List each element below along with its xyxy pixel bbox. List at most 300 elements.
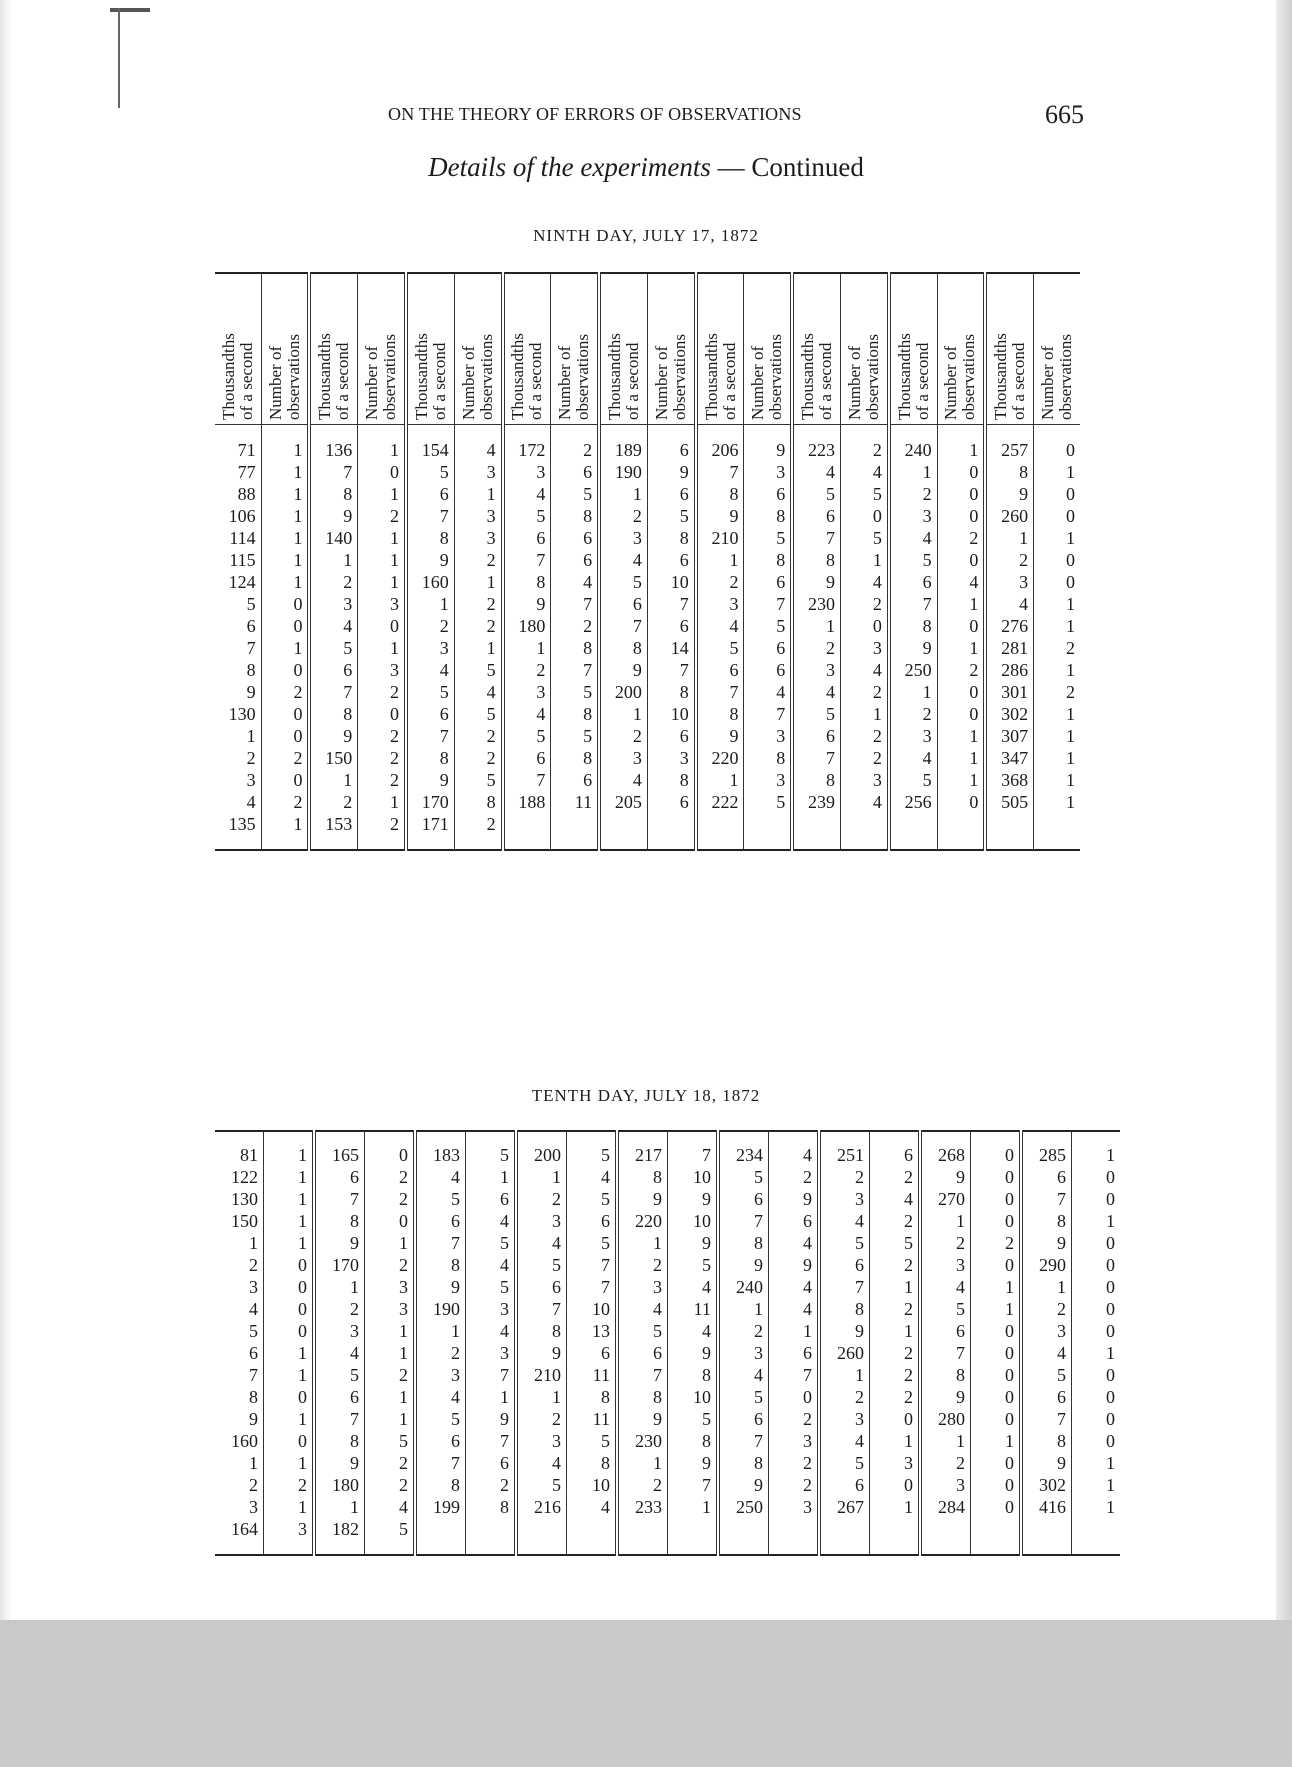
observations-cell: 0 (971, 1496, 1022, 1518)
thousandths-cell: 7 (415, 1452, 466, 1474)
observations-cell: 0 (1072, 1298, 1121, 1320)
observations-cell: 5 (744, 615, 792, 637)
thousandths-cell: 7 (718, 1430, 769, 1452)
thousandths-cell: 280 (920, 1408, 971, 1430)
observations-cell: 9 (769, 1254, 820, 1276)
observations-cell: 5 (841, 483, 889, 505)
tenth-day-table (215, 1130, 1120, 1556)
observations-cell: 4 (466, 1320, 517, 1342)
thousandths-cell: 7 (309, 461, 357, 483)
thousandths-cell: 6 (1021, 1166, 1072, 1188)
thousandths-cell: 6 (415, 1430, 466, 1452)
observations-cell: 2 (358, 681, 406, 703)
thousandths-cell: 3 (792, 659, 840, 681)
observations-cell: 6 (647, 615, 695, 637)
thousandths-cell: 6 (314, 1386, 365, 1408)
observations-cell: 1 (870, 1496, 921, 1518)
observations-cell: 10 (647, 571, 695, 593)
observations-cell: 4 (454, 681, 502, 703)
thousandths-cell: 9 (314, 1452, 365, 1474)
observations-cell: 1 (870, 1430, 921, 1452)
observations-cell (668, 1518, 719, 1555)
thousandths-cell: 7 (889, 593, 937, 615)
observations-cell: 2 (1034, 681, 1080, 703)
thousandths-cell: 8 (696, 483, 744, 505)
thousandths-cell: 256 (889, 791, 937, 813)
column-header-observations (261, 273, 309, 425)
thousandths-cell: 301 (985, 681, 1033, 703)
thousandths-cell: 9 (406, 769, 454, 791)
observations-cell: 1 (1072, 1452, 1121, 1474)
column-header-label: Thousandths of a second (991, 333, 1029, 420)
observations-cell: 1 (358, 425, 406, 462)
thousandths-cell: 4 (889, 527, 937, 549)
thousandths-cell: 8 (415, 1474, 466, 1496)
thousandths-cell: 6 (889, 571, 937, 593)
thousandths-cell: 3 (503, 681, 551, 703)
thousandths-cell: 4 (1021, 1342, 1072, 1364)
thousandths-cell: 7 (696, 681, 744, 703)
observations-cell: 1 (870, 1276, 921, 1298)
observations-cell: 5 (668, 1408, 719, 1430)
observations-cell (567, 1518, 618, 1555)
thousandths-cell: 183 (415, 1131, 466, 1166)
observations-cell: 3 (841, 769, 889, 791)
observations-cell: 6 (744, 571, 792, 593)
thousandths-cell: 6 (246, 616, 256, 636)
observations-cell: 1 (264, 1342, 315, 1364)
thousandths-cell: 9 (617, 1408, 668, 1430)
thousandths-cell: 3 (503, 461, 551, 483)
thousandths-cell: 1 (406, 593, 454, 615)
observations-cell: 0 (841, 505, 889, 527)
observations-cell (1072, 1518, 1121, 1555)
thousandths-cell: 220 (696, 747, 744, 769)
thousandths-cell: 4 (718, 1364, 769, 1386)
column-header-row (215, 273, 1080, 425)
observations-cell: 6 (744, 483, 792, 505)
observations-cell: 2 (261, 747, 309, 769)
observations-cell: 2 (870, 1254, 921, 1276)
thousandths-cell: 2 (718, 1320, 769, 1342)
thousandths-cell (516, 1518, 567, 1555)
thousandths-cell: 4 (599, 549, 647, 571)
observations-cell: 4 (567, 1166, 618, 1188)
observations-cell: 5 (647, 505, 695, 527)
observations-cell: 1 (769, 1320, 820, 1342)
thousandths-cell: 180 (503, 615, 551, 637)
observations-cell: 2 (870, 1210, 921, 1232)
column-header-observations (454, 273, 502, 425)
observations-cell: 9 (668, 1188, 719, 1210)
thousandths-cell: 6 (503, 747, 551, 769)
observations-cell: 1 (1072, 1496, 1121, 1518)
observations-cell: 0 (358, 461, 406, 483)
observations-cell: 1 (937, 769, 985, 791)
thousandths-cell: 6 (415, 1210, 466, 1232)
page-subtitle (0, 152, 1292, 183)
column-header-thousandths (985, 273, 1033, 425)
thousandths-cell: 3 (617, 1276, 668, 1298)
thousandths-cell: 347 (985, 747, 1033, 769)
observations-cell: 1 (358, 527, 406, 549)
thousandths-cell: 9 (314, 1232, 365, 1254)
column-header-label: Thousandths of a second (218, 333, 256, 420)
observations-cell: 5 (454, 769, 502, 791)
observations-cell (937, 813, 985, 850)
table-row (215, 1320, 1120, 1342)
observations-cell: 1 (454, 483, 502, 505)
observations-cell: 1 (1034, 615, 1080, 637)
thousandths-cell: 1 (314, 1496, 365, 1518)
observations-cell: 2 (841, 747, 889, 769)
observations-cell: 2 (454, 593, 502, 615)
observations-cell: 0 (264, 1320, 315, 1342)
table-row (215, 1342, 1120, 1364)
thousandths-cell: 6 (309, 659, 357, 681)
observations-cell: 6 (647, 425, 695, 462)
observations-cell: 1 (1034, 725, 1080, 747)
thousandths-cell: 2 (249, 1475, 258, 1495)
thousandths-cell: 180 (314, 1474, 365, 1496)
observations-cell: 1 (1034, 747, 1080, 769)
thousandths-cell: 9 (599, 659, 647, 681)
thousandths-cell: 233 (617, 1496, 668, 1518)
observations-cell: 13 (567, 1320, 618, 1342)
thousandths-cell: 8 (920, 1364, 971, 1386)
thousandths-cell: 4 (314, 1342, 365, 1364)
observations-cell: 0 (937, 615, 985, 637)
printer-mark (110, 8, 150, 12)
thousandths-cell: 160 (406, 571, 454, 593)
thousandths-cell: 9 (920, 1386, 971, 1408)
thousandths-cell: 230 (792, 593, 840, 615)
observations-cell: 5 (454, 703, 502, 725)
thousandths-cell: 210 (516, 1364, 567, 1386)
thousandths-cell: 1 (889, 461, 937, 483)
table-row (215, 1254, 1120, 1276)
observations-cell: 0 (1072, 1386, 1121, 1408)
observations-cell: 8 (647, 769, 695, 791)
thousandths-cell: 7 (718, 1210, 769, 1232)
observations-cell: 0 (358, 615, 406, 637)
thousandths-cell: 7 (314, 1408, 365, 1430)
thousandths-cell: 3 (249, 1277, 258, 1297)
table-row (215, 1210, 1120, 1232)
observations-cell: 1 (1072, 1131, 1121, 1166)
thousandths-cell: 217 (617, 1131, 668, 1166)
thousandths-cell (792, 813, 840, 850)
observations-cell: 11 (668, 1298, 719, 1320)
observations-cell: 1 (971, 1276, 1022, 1298)
observations-cell: 7 (466, 1430, 517, 1452)
thousandths-cell: 2 (696, 571, 744, 593)
observations-cell: 7 (647, 659, 695, 681)
thousandths-cell (1021, 1518, 1072, 1555)
observations-cell: 2 (454, 549, 502, 571)
observations-cell: 1 (261, 505, 309, 527)
thousandths-cell: 9 (819, 1320, 870, 1342)
thousandths-cell: 210 (696, 527, 744, 549)
observations-cell: 2 (358, 769, 406, 791)
observations-cell: 1 (358, 637, 406, 659)
thousandths-cell: 8 (503, 571, 551, 593)
thousandths-cell: 2 (819, 1166, 870, 1188)
observations-cell (870, 1518, 921, 1555)
observations-cell: 4 (744, 681, 792, 703)
thousandths-cell: 3 (819, 1188, 870, 1210)
column-header-observations (841, 273, 889, 425)
column-header-observations (647, 273, 695, 425)
observations-cell: 0 (1072, 1364, 1121, 1386)
observations-cell: 8 (744, 747, 792, 769)
observations-cell: 2 (870, 1364, 921, 1386)
thousandths-cell: 4 (819, 1210, 870, 1232)
thousandths-cell: 8 (792, 769, 840, 791)
thousandths-cell: 7 (599, 615, 647, 637)
observations-cell: 4 (841, 791, 889, 813)
thousandths-cell: 6 (406, 483, 454, 505)
observations-cell: 1 (261, 425, 309, 462)
column-header-label: Number of observations (844, 334, 882, 420)
subtitle-rest: — Continued (710, 152, 864, 182)
thousandths-cell: 171 (406, 813, 454, 850)
observations-cell: 1 (454, 571, 502, 593)
thousandths-cell: 285 (1021, 1131, 1072, 1166)
observations-cell: 3 (264, 1518, 315, 1555)
observations-cell: 6 (870, 1131, 921, 1166)
table-row (215, 659, 1080, 681)
thousandths-cell: 7 (696, 461, 744, 483)
observations-cell: 0 (264, 1276, 315, 1298)
thousandths-cell: 2 (314, 1298, 365, 1320)
observations-cell: 2 (454, 747, 502, 769)
observations-cell: 2 (870, 1386, 921, 1408)
thousandths-cell: 190 (599, 461, 647, 483)
thousandths-cell: 1 (617, 1232, 668, 1254)
thousandths-cell: 3 (246, 770, 256, 790)
observations-cell: 11 (567, 1408, 618, 1430)
table-row (215, 637, 1080, 659)
table-row (215, 571, 1080, 593)
table-row (215, 505, 1080, 527)
observations-cell: 3 (769, 1430, 820, 1452)
observations-cell: 2 (1034, 637, 1080, 659)
table-row (215, 593, 1080, 615)
observations-cell: 5 (744, 791, 792, 813)
thousandths-cell: 8 (599, 637, 647, 659)
observations-cell: 1 (466, 1166, 517, 1188)
thousandths-cell: 4 (249, 1299, 258, 1319)
observations-cell: 4 (668, 1276, 719, 1298)
table-row (215, 483, 1080, 505)
table-row (215, 1386, 1120, 1408)
thousandths-cell: 260 (985, 505, 1033, 527)
thousandths-cell: 1 (696, 549, 744, 571)
observations-cell: 8 (668, 1364, 719, 1386)
observations-cell: 5 (567, 1188, 618, 1210)
thousandths-cell: 206 (696, 425, 744, 462)
observations-cell: 0 (870, 1408, 921, 1430)
thousandths-cell (985, 813, 1033, 850)
tenth-day-title: TENTH DAY, JULY 18, 1872 (531, 1086, 761, 1105)
observations-cell: 1 (365, 1232, 416, 1254)
observations-cell: 10 (567, 1298, 618, 1320)
column-header-label: Number of observations (458, 334, 496, 420)
thousandths-cell: 4 (599, 769, 647, 791)
observations-cell: 1 (261, 461, 309, 483)
thousandths-cell: 8 (314, 1430, 365, 1452)
thousandths-cell: 8 (406, 527, 454, 549)
thousandths-cell: 7 (314, 1188, 365, 1210)
thousandths-cell: 307 (985, 725, 1033, 747)
observations-cell: 4 (769, 1276, 820, 1298)
thousandths-cell: 1 (249, 1453, 258, 1473)
observations-cell: 8 (647, 681, 695, 703)
observations-cell: 0 (971, 1408, 1022, 1430)
scan-fold-shadow (0, 0, 12, 1767)
thousandths-cell: 4 (406, 659, 454, 681)
observations-cell: 0 (937, 791, 985, 813)
observations-cell: 7 (567, 1276, 618, 1298)
observations-cell: 0 (1072, 1320, 1121, 1342)
thousandths-cell: 260 (819, 1342, 870, 1364)
observations-cell: 1 (1034, 703, 1080, 725)
observations-cell: 1 (261, 571, 309, 593)
observations-cell: 1 (1034, 527, 1080, 549)
thousandths-cell: 276 (985, 615, 1033, 637)
table-row (215, 615, 1080, 637)
observations-cell: 2 (769, 1474, 820, 1496)
thousandths-cell: 6 (314, 1166, 365, 1188)
thousandths-cell: 8 (819, 1298, 870, 1320)
thousandths-cell: 1 (309, 769, 357, 791)
thousandths-cell: 9 (246, 682, 256, 702)
thousandths-cell: 5 (314, 1364, 365, 1386)
table-row (215, 527, 1080, 549)
observations-cell: 3 (454, 461, 502, 483)
column-header-observations (937, 273, 985, 425)
thousandths-cell: 88 (237, 484, 256, 504)
thousandths-cell: 170 (406, 791, 454, 813)
observations-cell: 7 (567, 1254, 618, 1276)
thousandths-cell: 8 (617, 1166, 668, 1188)
thousandths-cell: 7 (1021, 1408, 1072, 1430)
table-row (215, 1166, 1120, 1188)
observations-cell: 2 (365, 1188, 416, 1210)
thousandths-cell: 9 (617, 1188, 668, 1210)
observations-cell: 7 (769, 1364, 820, 1386)
observations-cell: 1 (1072, 1210, 1121, 1232)
thousandths-cell: 4 (503, 703, 551, 725)
column-header-thousandths (696, 273, 744, 425)
observations-cell: 0 (1072, 1166, 1121, 1188)
thousandths-cell: 3 (516, 1430, 567, 1452)
observations-cell (744, 813, 792, 850)
observations-cell: 8 (551, 747, 599, 769)
observations-cell: 0 (1072, 1276, 1121, 1298)
thousandths-cell: 164 (231, 1519, 258, 1539)
observations-cell: 2 (841, 725, 889, 747)
thousandths-cell: 7 (792, 747, 840, 769)
observations-cell: 7 (551, 659, 599, 681)
column-header-label: Thousandths of a second (605, 333, 643, 420)
column-header-thousandths (792, 273, 840, 425)
thousandths-cell (696, 813, 744, 850)
observations-cell: 5 (841, 527, 889, 549)
column-header-thousandths (215, 273, 261, 425)
thousandths-cell: 5 (617, 1320, 668, 1342)
thousandths-cell: 4 (503, 483, 551, 505)
thousandths-cell: 4 (920, 1276, 971, 1298)
thousandths-cell: 1 (792, 615, 840, 637)
observations-cell: 2 (841, 681, 889, 703)
observations-cell: 1 (1072, 1342, 1121, 1364)
thousandths-cell: 1 (599, 483, 647, 505)
observations-cell: 0 (358, 703, 406, 725)
thousandths-cell: 281 (985, 637, 1033, 659)
observations-cell: 3 (466, 1342, 517, 1364)
observations-cell: 8 (551, 505, 599, 527)
observations-cell: 8 (744, 505, 792, 527)
thousandths-cell: 5 (819, 1232, 870, 1254)
observations-cell: 1 (841, 549, 889, 571)
observations-cell: 9 (668, 1452, 719, 1474)
observations-cell: 1 (937, 593, 985, 615)
observations-cell: 4 (841, 461, 889, 483)
observations-cell: 5 (466, 1232, 517, 1254)
thousandths-cell: 130 (231, 1189, 258, 1209)
thousandths-cell: 1 (1021, 1276, 1072, 1298)
thousandths-cell: 4 (415, 1386, 466, 1408)
column-header-observations (1034, 273, 1080, 425)
observations-cell: 9 (668, 1342, 719, 1364)
observations-cell: 11 (551, 791, 599, 813)
observations-cell: 3 (365, 1276, 416, 1298)
observations-cell: 5 (466, 1276, 517, 1298)
thousandths-cell (617, 1518, 668, 1555)
observations-cell: 0 (971, 1452, 1022, 1474)
thousandths-cell: 4 (792, 461, 840, 483)
observations-cell: 2 (454, 725, 502, 747)
tenth-day-table-body (215, 1131, 1120, 1555)
observations-cell: 2 (870, 1298, 921, 1320)
observations-cell: 4 (466, 1210, 517, 1232)
table-row (215, 1518, 1120, 1555)
observations-cell: 2 (264, 1474, 315, 1496)
observations-cell: 2 (769, 1408, 820, 1430)
thousandths-cell: 2 (415, 1342, 466, 1364)
column-header-thousandths (503, 273, 551, 425)
thousandths-cell: 200 (599, 681, 647, 703)
observations-cell: 2 (769, 1452, 820, 1474)
observations-cell: 1 (264, 1188, 315, 1210)
observations-cell: 1 (264, 1210, 315, 1232)
column-header-observations (744, 273, 792, 425)
thousandths-cell: 1 (246, 726, 256, 746)
printer-mark-stem (118, 8, 120, 108)
table-row (215, 769, 1080, 791)
thousandths-cell: 8 (309, 483, 357, 505)
column-header-label: Thousandths of a second (798, 333, 836, 420)
table-row (215, 1408, 1120, 1430)
table-row (215, 1496, 1120, 1518)
thousandths-cell: 2 (920, 1452, 971, 1474)
thousandths-cell: 251 (819, 1131, 870, 1166)
observations-cell: 2 (365, 1166, 416, 1188)
thousandths-cell: 2 (819, 1386, 870, 1408)
observations-cell: 0 (264, 1254, 315, 1276)
